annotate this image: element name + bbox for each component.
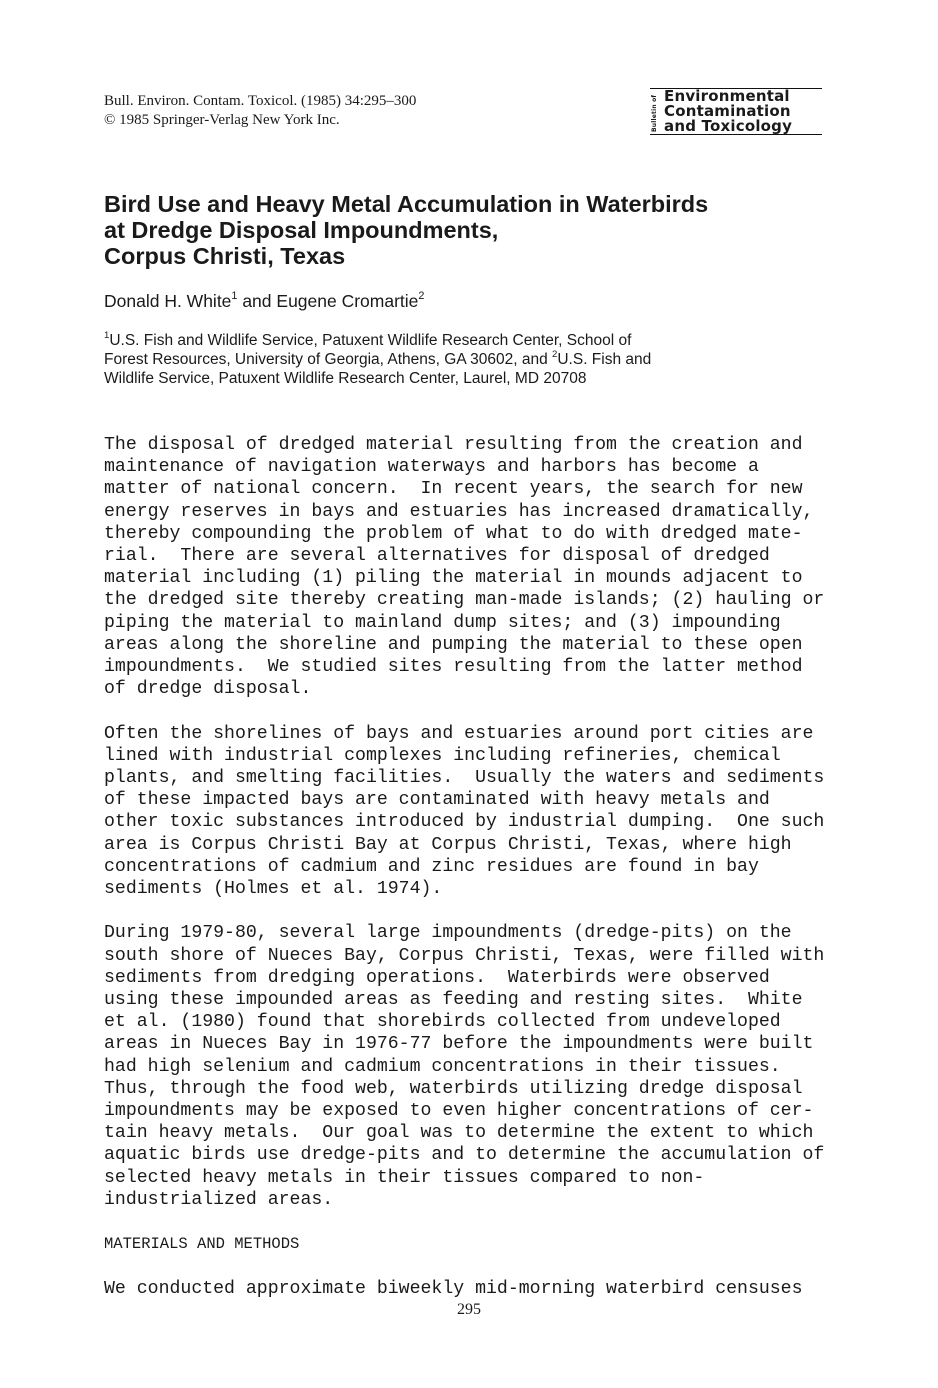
author-list — [104, 290, 424, 312]
text-line: impoundments. We studied sites resulting from the latter method — [104, 657, 803, 678]
text-line: impoundments may be exposed to even higher concentrations of cer- — [104, 1101, 814, 1122]
text-line: et al. (1980) found that shorebirds collected from undeveloped — [104, 1012, 781, 1033]
text-line: Thus, through the food web, waterbirds utilizing dredge disposal — [104, 1078, 803, 1099]
affiliation-mark: 2 — [418, 290, 425, 303]
text-line: lined with industrial complexes including refineries, chemical — [104, 745, 781, 766]
text-line: had high selenium and cadmium concentrations in their tissues. — [104, 1056, 781, 1077]
author-conjunction: and — [237, 291, 277, 311]
affiliation-line — [104, 331, 651, 350]
text-line: sediments from dredging operations. Waterbirds were observed — [104, 967, 770, 988]
affiliation-mark: 1 — [104, 329, 110, 341]
title-line: Corpus Christi, Texas — [104, 243, 346, 269]
logo-line-environmental: Environmental — [664, 87, 790, 105]
affiliation-text: U.S. Fish and — [557, 351, 652, 368]
text-line: area is Corpus Christi Bay at Corpus Christi, Texas, where high — [104, 834, 792, 855]
citation-line-journal: Bull. Environ. Contam. Toxicol. (1985) 34:295–300 — [104, 93, 417, 109]
text-line: areas along the shoreline and pumping the material to these open — [104, 634, 803, 655]
text-line: We conducted approximate biweekly mid-morning waterbird censuses — [104, 1278, 803, 1299]
text-line: thereby compounding the problem of what to do with dredged mate- — [104, 523, 803, 544]
text-line: south shore of Nueces Bay, Corpus Christi, Texas, were filled with — [104, 945, 825, 966]
paragraph — [104, 723, 844, 901]
paragraph — [104, 922, 844, 1211]
title-line: at Dredge Disposal Impoundments, — [104, 217, 499, 243]
text-line: industrialized areas. — [104, 1189, 334, 1210]
text-line: During 1979-80, several large impoundments (dredge-pits) on the — [104, 923, 792, 944]
section-heading: MATERIALS AND METHODS — [104, 1235, 300, 1254]
text-line: concentrations of cadmium and zinc residues are found in bay — [104, 856, 759, 877]
title-line: Bird Use and Heavy Metal Accumulation in Waterbirds — [104, 191, 709, 217]
citation-line-copyright: © 1985 Springer-Verlag New York Inc. — [104, 112, 340, 128]
text-line: piping the material to mainland dump sites; and (3) impounding — [104, 612, 781, 633]
text-line: of dredge disposal. — [104, 679, 312, 700]
logo-side-text: Bulletin of — [651, 94, 658, 132]
text-line: rial. There are several alternatives for disposal of dredged — [104, 546, 770, 567]
text-line: areas in Nueces Bay in 1976-77 before the impoundments were built — [104, 1034, 814, 1055]
affiliation-text: U.S. Fish and Wildlife Service, Patuxent Wildlife Research Center, School of — [109, 332, 632, 349]
text-line: The disposal of dredged material resulting from the creation and — [104, 435, 803, 455]
text-line: maintenance of navigation waterways and harbors has become a — [104, 457, 759, 478]
text-line: energy reserves in bays and estuaries has increased dramatically, — [104, 501, 814, 522]
paragraph — [104, 434, 844, 700]
text-line: plants, and smelting facilities. Usually the waters and sediments — [104, 768, 825, 789]
text-line: of these impacted bays are contaminated with heavy metals and — [104, 790, 770, 811]
text-line: using these impounded areas as feeding and resting sites. White — [104, 990, 803, 1011]
affiliation-mark: 2 — [552, 348, 558, 360]
text-line: other toxic substances introduced by industrial dumping. One such — [104, 812, 825, 833]
logo-line-contamination: Contamination — [664, 102, 791, 120]
article-body — [104, 434, 844, 1322]
text-line: matter of national concern. In recent years, the search for new — [104, 479, 803, 500]
affiliation-text: Forest Resources, University of Georgia, Athens, GA 30602, and — [104, 351, 553, 368]
author-name: Donald H. White — [104, 291, 232, 311]
text-line: selected heavy metals in their tissues compared to non- — [104, 1167, 705, 1188]
text-line: the dredged site thereby creating man-made islands; (2) hauling or — [104, 590, 825, 611]
page-number: 295 — [457, 1301, 481, 1318]
article-title — [104, 191, 844, 269]
logo-body — [650, 89, 822, 134]
author-name: Eugene Cromartie — [276, 291, 419, 311]
logo-line-toxicology: and Toxicology — [664, 117, 793, 135]
paragraph — [104, 1278, 844, 1300]
text-line: sediments (Holmes et al. 1974). — [104, 879, 443, 900]
text-line: tain heavy metals. Our goal was to determine the extent to which — [104, 1123, 814, 1144]
text-line: aquatic birds use dredge-pits and to determine the accumulation of — [104, 1145, 825, 1166]
affiliation-line — [104, 350, 651, 369]
text-line: material including (1) piling the material in mounds adjacent to — [104, 568, 803, 589]
text-line: Often the shorelines of bays and estuaries around port cities are — [104, 723, 814, 744]
affiliation-mark: 1 — [231, 290, 238, 303]
citation-block — [104, 92, 416, 130]
affiliation-line: Wildlife Service, Patuxent Wildlife Research Center, Laurel, MD 20708 — [104, 370, 587, 387]
journal-logo — [650, 88, 822, 135]
affiliation-block — [104, 331, 651, 388]
